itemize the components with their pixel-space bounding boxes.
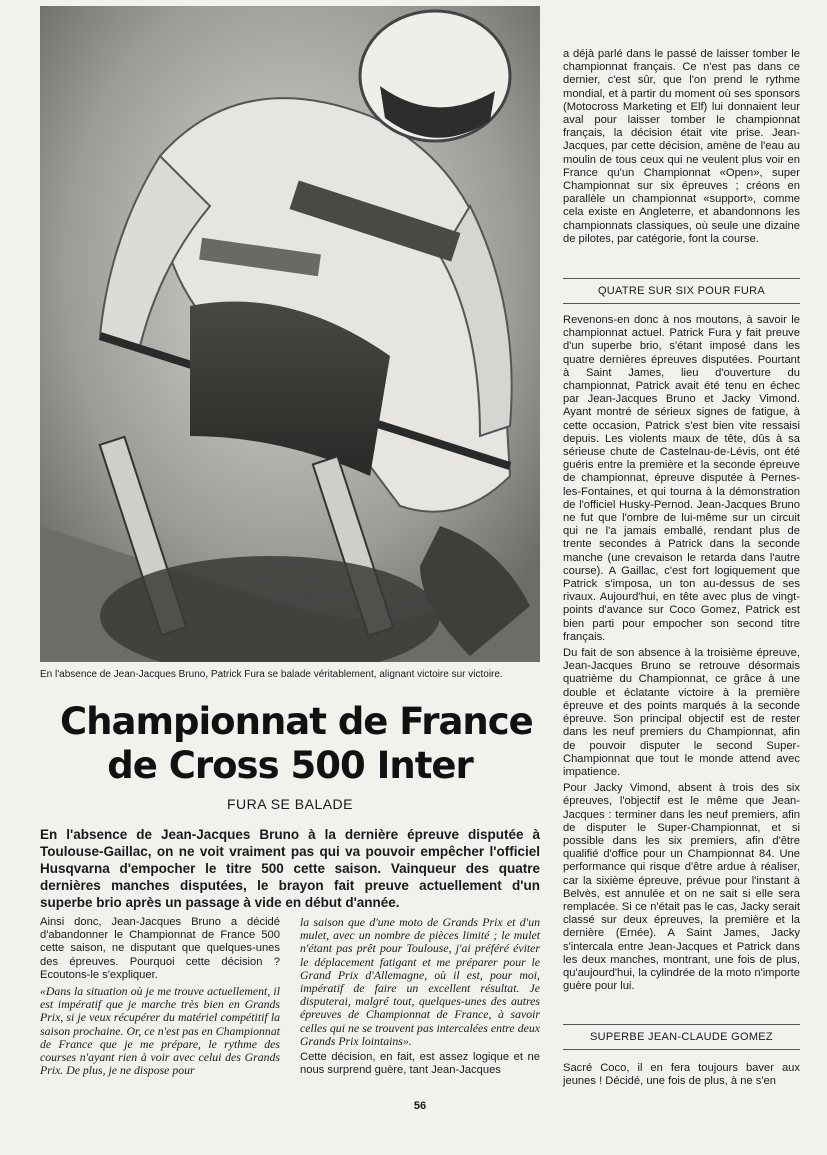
col3-paragraph-1: a déjà parlé dans le passé de laisser tomber le championnat français. Ce n'est pas dans ce dernier, c'est sûr, que l'on prend le rythme mondial, et à partir du moment où ses sponsors (Motocross Marketing et Elf) lui donnaient leur aval pour laisser tomber le championnat français, la décision était vite prise. Jean-Jacques, par cette décision, amène de l'eau au moulin de tous ceux qui ne veulent plus voir en France qu'un Championnat «Open», super Championnat sur six épreuves ; créons en parallèle un championnat «support», comme cela existe en Angleterre, et abandonnons les championnats classiques, où seule une dizaine de pilotes, par catégorie, font la course.: [563, 48, 800, 245]
lead-paragraph: En l'absence de Jean-Jacques Bruno à la dernière épreuve disputée à Toulouse-Gaillac, on ne voit vraiment pas qui va pouvoir empêcher l'officiel Husqvarna d'empocher le titre 500 cette saison. Vainqueur des quatre dernières manches disputées, le brayon fait preuve actuellement d'un superbe brio après un passage à vide en début d'année.: [40, 827, 540, 910]
article-subheading: FURA SE BALADE: [226, 796, 354, 812]
section-heading-fura: QUATRE SUR SIX POUR FURA: [563, 278, 800, 304]
column-3-part-3: [563, 1062, 800, 1091]
motocross-photo: [40, 6, 540, 662]
title-line-2: de Cross 500 Inter: [107, 744, 473, 787]
section-heading-gomez: SUPERBE JEAN-CLAUDE GOMEZ: [563, 1024, 800, 1050]
title-line-1: Championnat de France: [60, 700, 533, 743]
rider-illustration: [40, 6, 540, 662]
col1-paragraph-1: Ainsi donc, Jean-Jacques Bruno a décidé d'abandonner le Championnat de France 500 cette saison, ne disputant que quelques-unes des épreuves. Pourquoi cette décision ? Ecoutons-le s'expliquer.: [40, 916, 280, 981]
column-1: [40, 916, 280, 1080]
col2-paragraph: Cette décision, en fait, est assez logique et ne nous surprend guère, tant Jean-Jacques: [300, 1051, 540, 1077]
col3-paragraph-5: Sacré Coco, il en fera toujours baver aux jeunes ! Décidé, une fois de plus, à ne s'en: [563, 1062, 800, 1088]
column-3-part-2: [563, 314, 800, 996]
col3-paragraph-4: Pour Jacky Vimond, absent à trois des six épreuves, l'objectif est le même que Jean-Jacques : terminer dans les neuf premiers, afin de disputer le Super-Championnat, et si possible dans les six premiers, afin d'être qualifié d'office pour un Championnat 84. Une performance qui risque d'être ardue à réaliser, car la sixième épreuve, prévue pour l'instant à Belvès, est annulée et on ne sait si elle sera remplacée. Si ce n'était pas le cas, Jacky serait classé sur deux épreuves, la première et la dernière (Ernée). A Saint James, Jacky s'intercala entre Jean-Jacques et Patrick dans les deux manches, montrant, une fois de plus, qu'aujourd'hui, la cylindrée de la moto n'importe guère pour lui.: [563, 782, 800, 993]
page-number: 56: [413, 1100, 427, 1112]
col2-quote: la saison que d'une moto de Grands Prix et d'un mulet, avec un nombre de pièces limité ; le mulet n'étant pas prêt pour Toulouse, j'ai préféré éviter le déplacement fatigant et me préparer pour le Grand Prix d'Allemagne, où il est, pour moi, impératif de faire un excellent résultat. Je disputerai, malgré tout, quelques-unes des autres épreuves de Championnat de France, à savoir celles qui ne se trouvent pas intercalées entre deux Grands Prix lointains».: [300, 915, 540, 1048]
column-3: [563, 48, 800, 249]
article-title: [60, 700, 533, 788]
col1-quote: «Dans la situation où je me trouve actuellement, il est impératif que je marche très bien en Grands Prix, si je veux récupérer du matériel compétitif la saison prochaine. Or, ce n'est pas en Championnat de France que je me prépare, le rythme des courses n'ayant rien à voir avec celui des Grands Prix. De plus, je ne dispose pour: [40, 984, 280, 1078]
photo-caption: En l'absence de Jean-Jacques Bruno, Patrick Fura se balade véritablement, alignant victoire sur victoire.: [40, 669, 503, 680]
col3-paragraph-2: Revenons-en donc à nos moutons, à savoir le championnat actuel. Patrick Fura y fait preuve d'un superbe brio, s'étant imposé dans les quatre dernières épreuves disputées. Pourtant à Saint James, lieu d'ouverture du championnat, Patrick avait été tenu en échec par Jean-Jacques Bruno et Jacky Vimond. Ayant montré de sérieux signes de fatigue, à cette occasion, Patrick s'est bien vite ressaisi depuis. Les violents maux de tête, dûs à sa sérieuse chute de Castelnau-de-Lévis, ont été guéris entre la première et la seconde épreuve de championnat, épreuve disputée à Pernes-les-Fontaines, et qui tourna à la démonstration de l'officiel Husky-Pernod. Jean-Jacques Bruno ne fut que l'ombre de lui-même sur un circuit qui ne l'a jamais emballé, rendant plus de trente secondes à Patrick dans la seconde manche (une crevaison le retarda dans l'autre course). A Gaillac, c'est fort logiquement que Patrick s'imposa, un ton au-dessus de ses rivaux. Aujourd'hui, en tête avec plus de vingt-points d'avance sur Coco Gomez, Patrick est bien parti pour empocher son second titre français.: [563, 314, 800, 643]
col3-paragraph-3: Du fait de son absence à la troisième épreuve, Jean-Jacques Bruno se retrouve désormais quatrième du Championnat, ce grâce à une double et éclatante victoire à la première épreuve et des points marqués à la seconde épreuve. Son principal objectif est de rester dans les neuf premiers du Championnat, afin de pouvoir disputer le second Super-Championnat que tout le monde attend avec impatience.: [563, 647, 800, 778]
column-2: [300, 916, 540, 1080]
